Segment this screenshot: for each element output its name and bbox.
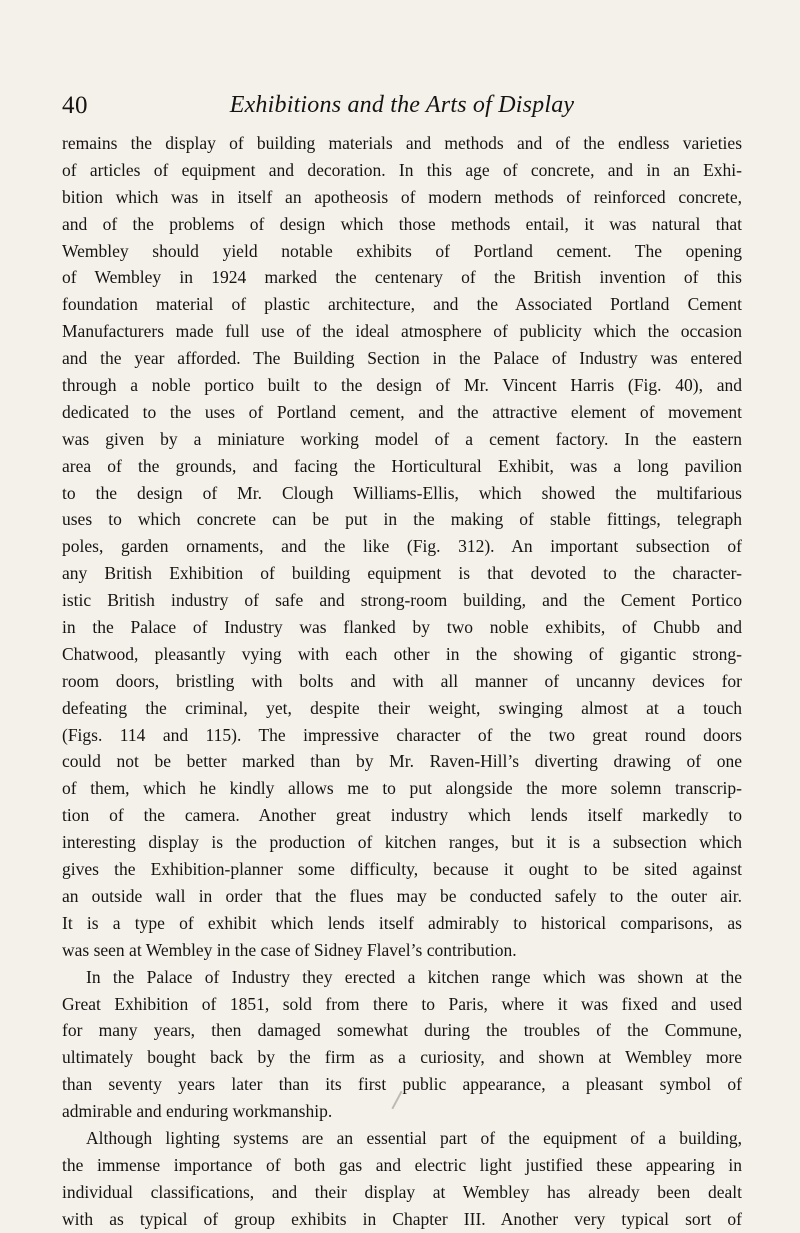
body-text: [62, 130, 742, 1233]
paragraph-2: [62, 964, 742, 1125]
text-line: Manufacturers made full use of the ideal atmosphere of publicity which the occasion: [62, 321, 742, 342]
page-number: 40: [62, 92, 88, 119]
text-line: than seventy years later than its first public appearance, a pleasant symbol of: [62, 1074, 742, 1095]
text-line: Great Exhibition of 1851, sold from there to Paris, where it was fixed and used: [62, 993, 742, 1014]
paragraph-3: [62, 1125, 742, 1233]
text-line: was given by a miniature working model of a cement factory. In the eastern: [62, 428, 742, 449]
text-line: could not be better marked than by Mr. Raven-Hill’s diverting drawing of one: [62, 751, 742, 772]
text-line: tion of the camera. Another great industry which lends itself markedly to: [62, 805, 742, 826]
text-line: for many years, then damaged somewhat during the troubles of the Commune,: [62, 1020, 742, 1041]
text-line: and of the problems of design which those methods entail, it was natural that: [62, 213, 742, 234]
text-line: defeating the criminal, yet, despite their weight, swinging almost at a touch: [62, 697, 742, 718]
text-line: Although lighting systems are an essential part of the equipment of a building,: [86, 1127, 742, 1148]
text-line: foundation material of plastic architecture, and the Associated Portland Cement: [62, 294, 742, 315]
text-line: interesting display is the production of kitchen ranges, but it is a subsection which: [62, 832, 742, 853]
text-line: in the Palace of Industry was flanked by two noble exhibits, of Chubb and: [62, 617, 742, 638]
text-line: room doors, bristling with bolts and with all manner of uncanny devices for: [62, 670, 742, 691]
text-line: any British Exhibition of building equipment is that devoted to the character-: [62, 563, 742, 584]
text-line: with as typical of group exhibits in Chapter III. Another very typical sort of: [62, 1208, 742, 1229]
text-line: poles, garden ornaments, and the like (Fig. 312). An important subsection of: [62, 536, 742, 557]
text-line: (Figs. 114 and 115). The impressive character of the two great round doors: [62, 724, 742, 745]
text-line: istic British industry of safe and strong-room building, and the Cement Portico: [62, 590, 742, 611]
text-line: and the year afforded. The Building Section in the Palace of Industry was entered: [62, 348, 742, 369]
text-line: It is a type of exhibit which lends itself admirably to historical comparisons, as: [62, 912, 742, 933]
page-header: [62, 86, 742, 122]
text-line: was seen at Wembley in the case of Sidney Flavel’s contribution.: [62, 939, 517, 960]
text-line: of them, which he kindly allows me to put alongside the more solemn transcrip-: [62, 778, 742, 799]
text-line: In the Palace of Industry they erected a kitchen range which was shown at the: [86, 966, 742, 987]
text-line: of Wembley in 1924 marked the centenary of the British invention of this: [62, 267, 742, 288]
text-line: dedicated to the uses of Portland cement, and the attractive element of movement: [62, 401, 742, 422]
paragraph-1: [62, 130, 742, 964]
text-line: gives the Exhibition-planner some difficulty, because it ought to be sited against: [62, 859, 742, 880]
text-line: Chatwood, pleasantly vying with each other in the showing of gigantic strong-: [62, 643, 742, 664]
text-line: ultimately bought back by the firm as a curiosity, and shown at Wembley more: [62, 1047, 742, 1068]
text-line: to the design of Mr. Clough Williams-Ellis, which showed the multifarious: [62, 482, 742, 503]
running-title: Exhibitions and the Arts of Display: [229, 92, 575, 118]
text-line: Wembley should yield notable exhibits of Portland cement. The opening: [62, 240, 742, 261]
text-line: uses to which concrete can be put in the making of stable fittings, telegraph: [62, 509, 742, 530]
text-line: the immense importance of both gas and electric light justified these appearing in: [62, 1154, 742, 1175]
text-line: bition which was in itself an apotheosis of modern methods of reinforced concrete,: [62, 186, 742, 207]
text-line: admirable and enduring workmanship.: [62, 1101, 333, 1122]
text-line: through a noble portico built to the design of Mr. Vincent Harris (Fig. 40), and: [62, 375, 742, 396]
text-line: remains the display of building materials and methods and of the endless varieties: [62, 133, 742, 153]
text-line: of articles of equipment and decoration. In this age of concrete, and in an Exhi-: [62, 159, 742, 180]
text-line: area of the grounds, and facing the Horticultural Exhibit, was a long pavilion: [62, 455, 742, 476]
text-line: an outside wall in order that the flues may be conducted safely to the outer air.: [62, 885, 742, 906]
text-line: individual classifications, and their display at Wembley has already been dealt: [62, 1181, 742, 1202]
